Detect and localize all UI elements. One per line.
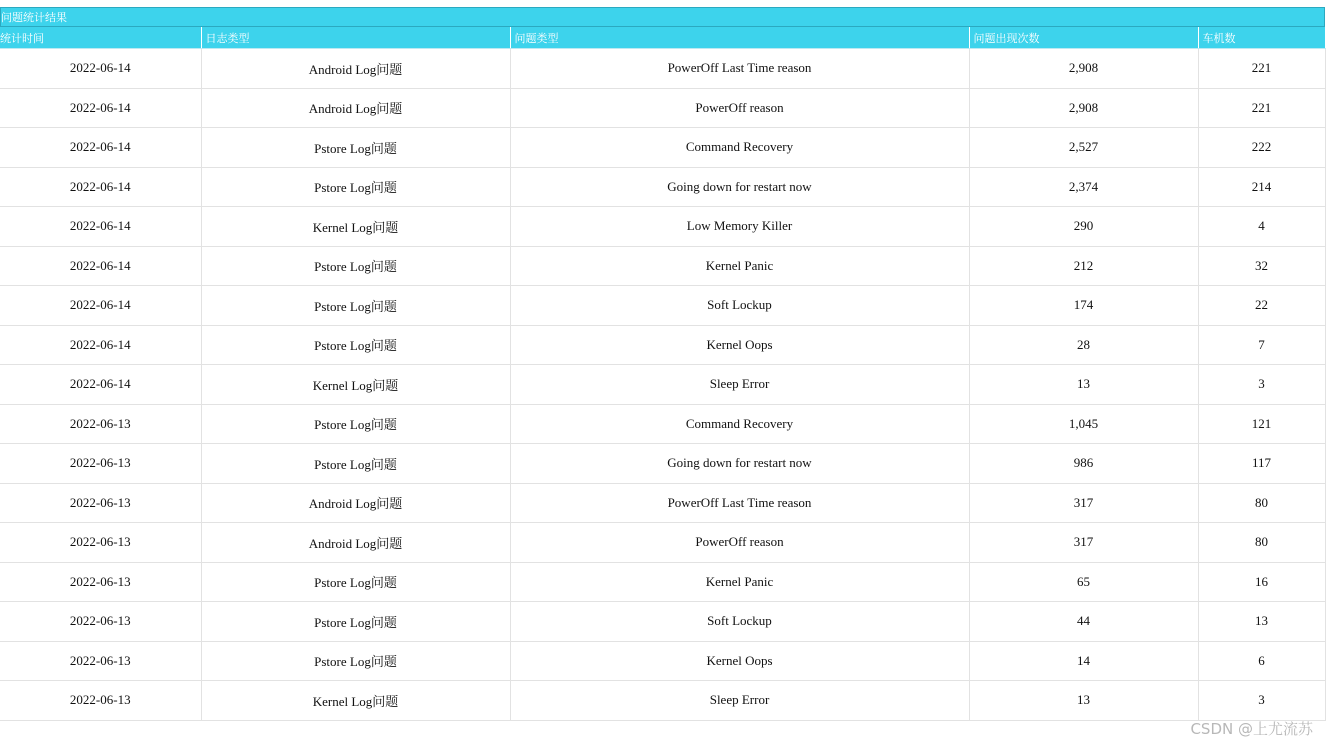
results-table	[0, 27, 1326, 721]
cell-stat-time: 2022-06-14	[0, 246, 201, 286]
cell-occurrences: 174	[969, 286, 1198, 326]
cell-issue-type: PowerOff reason	[510, 88, 969, 128]
cell-log-type: Pstore Log问题	[201, 286, 510, 326]
table-row[interactable]	[0, 562, 1325, 602]
table-row[interactable]	[0, 128, 1325, 168]
cell-stat-time: 2022-06-14	[0, 365, 201, 405]
cell-log-type: Pstore Log问题	[201, 167, 510, 207]
cell-issue-type: Going down for restart now	[510, 167, 969, 207]
table-row[interactable]	[0, 404, 1325, 444]
cell-issue-type: Kernel Oops	[510, 641, 969, 681]
cell-log-type: Pstore Log问题	[201, 128, 510, 168]
cell-log-type: Android Log问题	[201, 49, 510, 89]
cell-stat-time: 2022-06-13	[0, 562, 201, 602]
cell-occurrences: 13	[969, 681, 1198, 721]
cell-issue-type: Going down for restart now	[510, 444, 969, 484]
cell-occurrences: 2,908	[969, 49, 1198, 89]
cell-occurrences: 2,374	[969, 167, 1198, 207]
cell-stat-time: 2022-06-14	[0, 325, 201, 365]
cell-log-type: Pstore Log问题	[201, 562, 510, 602]
cell-vehicle-count: 6	[1198, 641, 1325, 681]
cell-vehicle-count: 13	[1198, 602, 1325, 642]
cell-vehicle-count: 221	[1198, 49, 1325, 89]
cell-vehicle-count: 22	[1198, 286, 1325, 326]
column-header-occurrences[interactable]: 问题出现次数	[969, 27, 1198, 49]
cell-issue-type: PowerOff reason	[510, 523, 969, 563]
cell-vehicle-count: 32	[1198, 246, 1325, 286]
table-row[interactable]	[0, 246, 1325, 286]
cell-stat-time: 2022-06-13	[0, 404, 201, 444]
table-row[interactable]	[0, 483, 1325, 523]
cell-log-type: Pstore Log问题	[201, 404, 510, 444]
cell-log-type: Pstore Log问题	[201, 641, 510, 681]
cell-occurrences: 290	[969, 207, 1198, 247]
table-row[interactable]	[0, 681, 1325, 721]
cell-issue-type: PowerOff Last Time reason	[510, 49, 969, 89]
cell-occurrences: 317	[969, 523, 1198, 563]
cell-occurrences: 2,908	[969, 88, 1198, 128]
cell-log-type: Pstore Log问题	[201, 325, 510, 365]
cell-vehicle-count: 4	[1198, 207, 1325, 247]
cell-vehicle-count: 80	[1198, 523, 1325, 563]
cell-vehicle-count: 214	[1198, 167, 1325, 207]
cell-log-type: Android Log问题	[201, 523, 510, 563]
column-header-vehicle-count[interactable]: 车机数	[1198, 27, 1325, 49]
cell-occurrences: 65	[969, 562, 1198, 602]
table-row[interactable]	[0, 286, 1325, 326]
cell-log-type: Kernel Log问题	[201, 681, 510, 721]
cell-stat-time: 2022-06-14	[0, 88, 201, 128]
column-header-issue-type[interactable]: 问题类型	[510, 27, 969, 49]
cell-occurrences: 44	[969, 602, 1198, 642]
cell-issue-type: Kernel Panic	[510, 246, 969, 286]
cell-vehicle-count: 80	[1198, 483, 1325, 523]
cell-stat-time: 2022-06-13	[0, 681, 201, 721]
cell-vehicle-count: 7	[1198, 325, 1325, 365]
cell-vehicle-count: 117	[1198, 444, 1325, 484]
cell-occurrences: 1,045	[969, 404, 1198, 444]
cell-issue-type: Command Recovery	[510, 404, 969, 444]
cell-log-type: Pstore Log问题	[201, 444, 510, 484]
cell-stat-time: 2022-06-13	[0, 641, 201, 681]
cell-occurrences: 13	[969, 365, 1198, 405]
cell-vehicle-count: 3	[1198, 365, 1325, 405]
cell-vehicle-count: 121	[1198, 404, 1325, 444]
cell-issue-type: Kernel Oops	[510, 325, 969, 365]
cell-stat-time: 2022-06-14	[0, 286, 201, 326]
cell-vehicle-count: 16	[1198, 562, 1325, 602]
cell-stat-time: 2022-06-13	[0, 523, 201, 563]
cell-occurrences: 986	[969, 444, 1198, 484]
cell-stat-time: 2022-06-14	[0, 128, 201, 168]
cell-stat-time: 2022-06-13	[0, 602, 201, 642]
cell-occurrences: 2,527	[969, 128, 1198, 168]
results-report	[0, 7, 1325, 721]
cell-issue-type: Command Recovery	[510, 128, 969, 168]
cell-issue-type: PowerOff Last Time reason	[510, 483, 969, 523]
cell-vehicle-count: 222	[1198, 128, 1325, 168]
cell-stat-time: 2022-06-14	[0, 49, 201, 89]
cell-occurrences: 28	[969, 325, 1198, 365]
cell-issue-type: Sleep Error	[510, 681, 969, 721]
cell-stat-time: 2022-06-14	[0, 207, 201, 247]
table-row[interactable]	[0, 167, 1325, 207]
cell-occurrences: 317	[969, 483, 1198, 523]
table-row[interactable]	[0, 88, 1325, 128]
cell-vehicle-count: 221	[1198, 88, 1325, 128]
table-row[interactable]	[0, 325, 1325, 365]
column-header-stat-time[interactable]: 统计时间	[0, 27, 201, 49]
table-row[interactable]	[0, 602, 1325, 642]
table-row[interactable]	[0, 641, 1325, 681]
cell-vehicle-count: 3	[1198, 681, 1325, 721]
cell-issue-type: Soft Lockup	[510, 286, 969, 326]
table-row[interactable]	[0, 49, 1325, 89]
table-body	[0, 49, 1325, 721]
cell-issue-type: Sleep Error	[510, 365, 969, 405]
cell-log-type: Kernel Log问题	[201, 365, 510, 405]
table-row[interactable]	[0, 444, 1325, 484]
cell-log-type: Pstore Log问题	[201, 246, 510, 286]
cell-issue-type: Soft Lockup	[510, 602, 969, 642]
cell-issue-type: Kernel Panic	[510, 562, 969, 602]
cell-occurrences: 212	[969, 246, 1198, 286]
table-row[interactable]	[0, 365, 1325, 405]
cell-stat-time: 2022-06-14	[0, 167, 201, 207]
cell-log-type: Kernel Log问题	[201, 207, 510, 247]
cell-log-type: Android Log问题	[201, 483, 510, 523]
cell-log-type: Pstore Log问题	[201, 602, 510, 642]
column-header-log-type[interactable]: 日志类型	[201, 27, 510, 49]
cell-occurrences: 14	[969, 641, 1198, 681]
report-title: 问题统计结果	[0, 7, 1325, 27]
table-row[interactable]	[0, 523, 1325, 563]
watermark: CSDN @上尤流苏	[1190, 720, 1313, 738]
cell-issue-type: Low Memory Killer	[510, 207, 969, 247]
cell-log-type: Android Log问题	[201, 88, 510, 128]
cell-stat-time: 2022-06-13	[0, 444, 201, 484]
table-row[interactable]	[0, 207, 1325, 247]
table-header-row	[0, 27, 1325, 49]
cell-stat-time: 2022-06-13	[0, 483, 201, 523]
